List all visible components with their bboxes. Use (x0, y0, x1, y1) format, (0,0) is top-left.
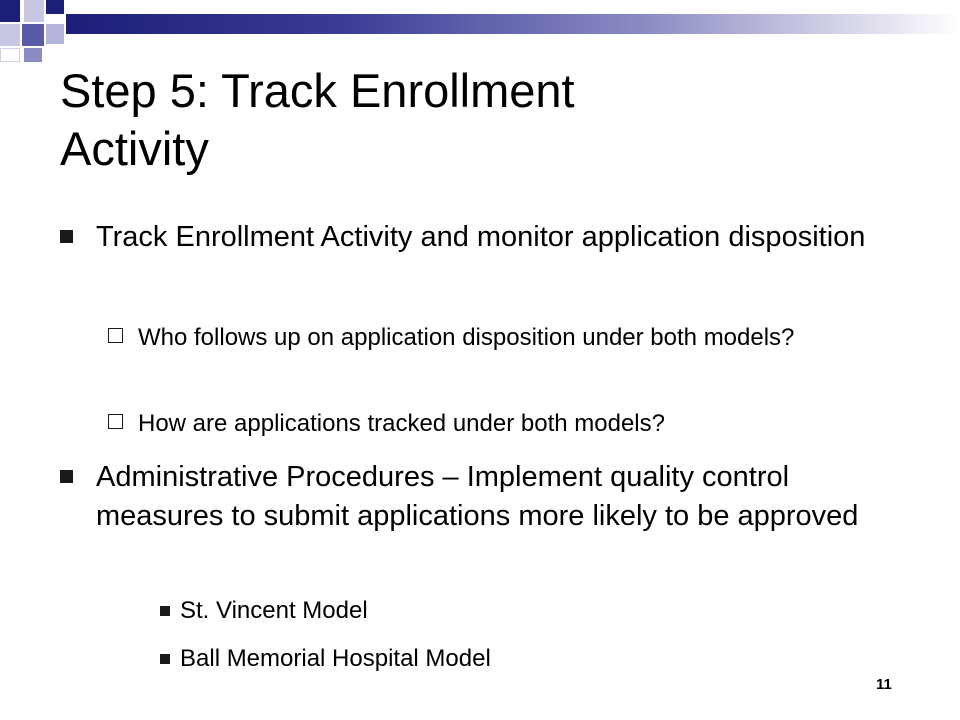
title-line-2: Activity (60, 122, 209, 175)
sub-bullet-2-2 (180, 642, 880, 676)
sub-bullet-2-1-text: St. Vincent Model (180, 597, 368, 624)
title-line-1: Step 5: Track Enrollment (60, 64, 575, 117)
square-bullet-icon (160, 654, 170, 664)
bullet-2 (96, 458, 896, 536)
bullet-2-text: Administrative Procedures – Implement quality control measures to submit applications more likely to be approved (96, 461, 859, 532)
sub-bullet-1-1-text: Who follows up on application disposition under both models? (138, 324, 795, 351)
hollow-square-bullet-icon (108, 414, 123, 429)
sub-bullet-2-2-text: Ball Memorial Hospital Model (180, 645, 491, 672)
page-number: 11 (876, 676, 892, 693)
bullet-1 (96, 218, 896, 257)
sub-bullet-1-2 (138, 406, 898, 441)
hollow-square-bullet-icon (108, 328, 123, 343)
bullet-1-text: Track Enrollment Activity and monitor application disposition (96, 221, 866, 253)
square-bullet-icon (160, 606, 170, 616)
sub-bullet-1-2-text: How are applications tracked under both models? (138, 410, 665, 437)
sub-bullet-1-1 (138, 320, 898, 355)
sub-bullet-2-1 (180, 594, 880, 628)
square-bullet-icon (60, 470, 73, 483)
square-bullet-icon (60, 230, 73, 243)
